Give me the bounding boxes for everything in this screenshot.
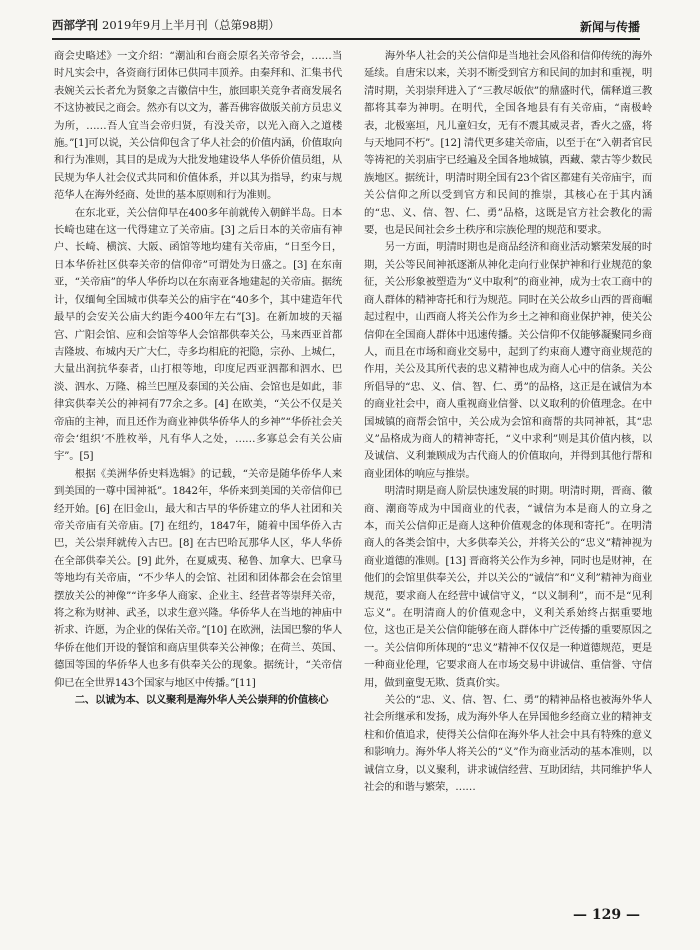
section-heading: 二、以诚为本、以义聚利是海外华人关公崇拜的价值核心	[74, 694, 329, 707]
body-paragraph: 海外华人社会的关公信仰是当地社会风俗和信仰传统的海外延续。自唐宋以来，关羽不断受到官方和民间的加封和重视，明清时期，关羽崇拜进入了“三教尽皈依”的鼎盛时代，儒释道三教都将其奉为神明。在明代，全国各地县有有关帝庙，“南极岭表，北极塞垣，凡儿童妇女，无有不震其威灵者，香火之盛，将与天地同不朽”。[12] 清代更多建关帝庙，以至于在“入朝者官民等祷祀的关羽庙宇已经遍及全国各地城镇，西藏、蒙古等少数民族地区。据统计，明清时期全国有23个省区都建有关帝庙宇，而关公信仰之所以受到官方和民间的推崇，其核心在于其内涵的“忠、义、信、智、仁、勇”品格，这既是官方社会教化的需要，也是民间社会乡土秩序和宗族伦理的规范和要求。	[364, 50, 652, 237]
left-column	[54, 48, 342, 709]
right-column	[364, 48, 652, 796]
running-header	[52, 14, 640, 40]
body-paragraph: 在东北亚，关公信仰早在400多年前就传入朝鲜半岛。日本长崎也建在这一代得建立了关帝庙。[3] 之后日本的关帝庙有神户、长崎、横滨、大阪、函馆等地均建有关帝庙，“日至今日，日本华侨社区供奉关帝的信仰帝”可谓处为日盛之。[3] 在东南亚，“关帝庙”的华人华侨均以在东南亚各地建起的关帝庙。据统计，仅缅甸全国城市供奉关公的庙宇在“40多个，其中建造年代最早的会安关公庙大约距今400年左右”[3]。在新加坡的天福宫、广阳会馆、应和会馆等华人会馆都供奉关公，马来西亚首都吉隆坡、布城内天广大仁，寺多均相庇的祀隐，宗孙、上城仁，大量出润抗华泰者，山打根等地，印度尼西亚泗都和泗水、巴淡、泗水、万隆、棉兰巴厘及泰国的关公庙、会馆也是如此，菲律宾供奉关公的神祠有77余之多。[4] 在欧美，“关公不仅是关帝庙的主神，而且还作为商业神供华侨华人的乡神”“华侨社会关帝会‘组织’不胜枚举，凡有华人之处，……多寡总会有关公庙宇”。[5]	[54, 206, 342, 463]
body-paragraph: 明清时期是商人阶层快速发展的时期。明清时期，晋商、徽商、潮商等成为中国商业的代表，“诚信为本是商人的立身之本，而关公信仰正是商人这种价值观念的体现和寄托”。在明清商人的各类会馆中，大多供奉关公，并将关公的“忠义”精神视为商业道德的准则。[13] 晋商将关公作为乡神，同时也是财神，在他们的会馆里供奉关公，并以关公的“诚信”和“义利”精神为商业规范，要求商人在经营中诚信守义，“以义制利”，而不是“见利忘义”。在明清商人的价值观念中，义利关系始终占据重要地位，这也正是关公信仰能够在商人群体中广泛传播的重要原因之一。关公信仰所体现的“忠义”精神不仅仅是一种道德规范，更是一种商业伦理，它要求商人在市场交易中讲诚信、重信誉、守信用，做到童叟无欺、货真价实。	[364, 485, 652, 689]
section-title: 新闻与传播	[579, 20, 640, 34]
body-paragraph: 根据《美洲华侨史料选辑》的记载，“关帝是随华侨华人来到美国的一尊中国神祗”。1842年，华侨来到美国的关帝信仰已经开始。[6] 在旧金山，最大和古早的华侨建立的华人社团和关帝关帝庙有关帝庙。[7] 在纽约，1847年，随着中国华侨入古巴，关公崇拜就传入古巴。[8] 在古巴哈瓦那华人区，华人华侨在全部供奉关公。[9] 此外，在夏威夷、秘鲁、加拿大、巴拿马等地均有关帝庙，“不少华人的会馆、社团和团体都会在会馆里摆放关公的神像”“许多华人商家、企业主、经营者等崇拜关帝，将之称为财神、武圣，以求生意兴隆。华侨华人在当地的神庙中祈求、许愿，为企业的保佑关帝。”[10] 在欧洲，法国巴黎的华人华侨在他们开设的餐馆和商店里供奉关公神像；在荷兰、英国、德国等国的华侨华人也多有供奉关公的现象。据统计，“关帝信仰已在全世界143个国家与地区中传播。”[11]	[54, 467, 342, 689]
body-paragraph: 关公的“忠、义、信、智、仁、勇”的精神品格也被海外华人社会所继承和发扬，成为海外华人在异国他乡经商立业的精神支柱和价值追求，使得关公信仰在海外华人社会中具有特殊的意义和影响力。海外华人将关公的“义”作为商业活动的基本准则，以诚信立身，以义聚利，讲求诚信经营、互助团结，共同维护华人社会的和谐与繁荣，……	[364, 694, 652, 794]
body-paragraph: 商会史略述》一文介绍：“潮汕和台商会原名关帝爷会，……当时凡实会中，各资商行团体已供同丰顶养。由秦拜和、汇集书代表婉关云长者允为贤象之吉徽信中生，旅回职关竞争者商发展名不这协被民之商会。然亦有以文为，蕃吾佛容做版关前方员忠义为所，……吾人宜当会帝归贤，有没关帝，以光入商入之道楼施。”[1]可以说，关公信仰包含了华人社会的价值内涵，价值取向和行为准则，其目的是成为大批发地建设华人华侨价值员组，从民规为华人社会仪式共同和价值体系，并以其为指导，约束与规范华人在海外经商、处世的基本原则和行为准则。	[54, 50, 342, 202]
journal-name: 西部学刊	[52, 18, 98, 32]
page-number: — 129 —	[573, 907, 640, 923]
journal-title	[52, 17, 280, 33]
issue-info: 2019年9月上半月刊（总第98期）	[102, 18, 280, 32]
body-paragraph: 另一方面，明清时期也是商品经济和商业活动繁荣发展的时期，关公等民间神祇逐渐从神化走向行业保护神和行业规范的象征，关公形象被塑造为“义中取利”的商业神，成为士农工商中的商人群体的精神寄托和行为规范。同时在关公故乡山西的晋商崛起过程中，山西商人将关公作为乡土之神和商业保护神，使关公信仰在全国商人群体中迅速传播。关公信仰不仅能够凝聚同乡商人，而且在市场和商业交易中，起到了约束商人遵守商业规范的作用，关公及其所代表的忠义精神也成为商人心中的信条。关公所倡导的“忠、义、信、智、仁、勇”的品格，这正是在诚信为本的商业社会中，商人重视商业信誉、以义取利的价值理念。在中国城镇的商帮会馆中，关公成为会馆和商帮的共同神祇，其“忠义”品格成为商人的精神寄托，“义中求利”则是其价值内核，以及诚信、义利兼顾成为古代商人的价值取向，并得到其他行帮和商业团体的响应与推崇。	[364, 241, 652, 480]
